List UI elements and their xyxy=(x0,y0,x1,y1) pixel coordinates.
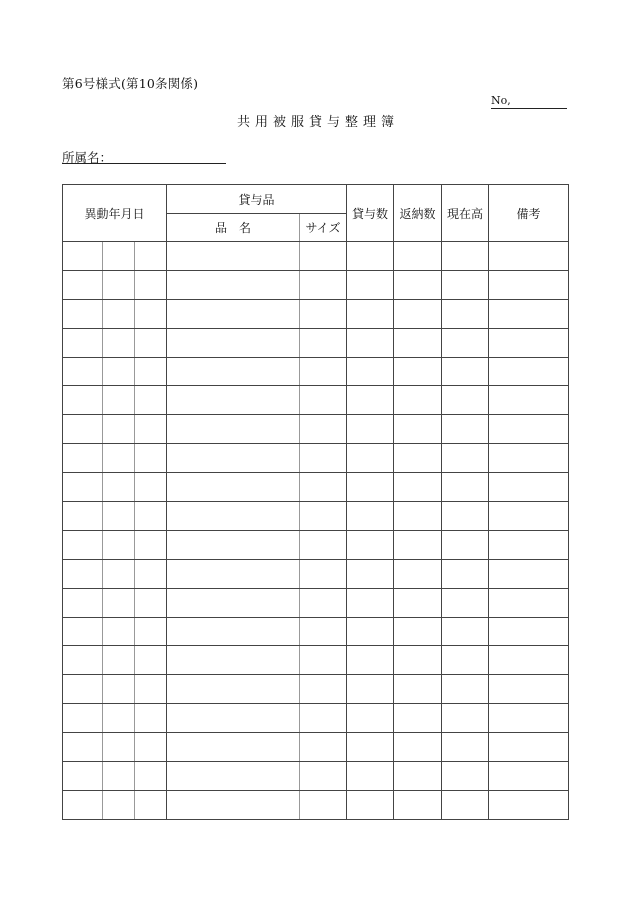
cell-year[interactable] xyxy=(63,270,103,299)
cell-loan-count[interactable] xyxy=(347,675,394,704)
table-row xyxy=(63,646,569,675)
cell-day[interactable] xyxy=(135,646,167,675)
cell-size[interactable] xyxy=(300,588,347,617)
cell-remarks[interactable] xyxy=(489,270,569,299)
cell-loan-count[interactable] xyxy=(347,299,394,328)
header-item-name: 品 名 xyxy=(167,214,300,242)
cell-month[interactable] xyxy=(103,328,135,357)
cell-loan-count[interactable] xyxy=(347,530,394,559)
table-row xyxy=(63,530,569,559)
cell-loan-count[interactable] xyxy=(347,357,394,386)
cell-remarks[interactable] xyxy=(489,704,569,733)
cell-current-balance[interactable] xyxy=(442,559,489,588)
cell-return-count[interactable] xyxy=(394,646,442,675)
cell-loan-count[interactable] xyxy=(347,733,394,762)
cell-loan-count[interactable] xyxy=(347,502,394,531)
cell-remarks[interactable] xyxy=(489,357,569,386)
cell-month[interactable] xyxy=(103,242,135,271)
cell-size[interactable] xyxy=(300,675,347,704)
cell-month[interactable] xyxy=(103,704,135,733)
cell-day[interactable] xyxy=(135,588,167,617)
cell-year[interactable] xyxy=(63,502,103,531)
cell-remarks[interactable] xyxy=(489,415,569,444)
table-row xyxy=(63,415,569,444)
cell-size[interactable] xyxy=(300,473,347,502)
cell-size[interactable] xyxy=(300,733,347,762)
cell-day[interactable] xyxy=(135,299,167,328)
cell-day[interactable] xyxy=(135,733,167,762)
cell-remarks[interactable] xyxy=(489,733,569,762)
cell-year[interactable] xyxy=(63,790,103,819)
cell-day[interactable] xyxy=(135,473,167,502)
cell-loan-count[interactable] xyxy=(347,444,394,473)
cell-month[interactable] xyxy=(103,790,135,819)
cell-size[interactable] xyxy=(300,328,347,357)
cell-item-name[interactable] xyxy=(167,444,300,473)
cell-current-balance[interactable] xyxy=(442,617,489,646)
cell-remarks[interactable] xyxy=(489,386,569,415)
cell-day[interactable] xyxy=(135,559,167,588)
table-row xyxy=(63,473,569,502)
cell-return-count[interactable] xyxy=(394,270,442,299)
header-remarks: 備考 xyxy=(489,185,569,242)
cell-current-balance[interactable] xyxy=(442,357,489,386)
cell-year[interactable] xyxy=(63,357,103,386)
cell-remarks[interactable] xyxy=(489,646,569,675)
header-loan-count: 貸与数 xyxy=(347,185,394,242)
document-number-label: No, xyxy=(491,94,511,107)
cell-size[interactable] xyxy=(300,559,347,588)
form-number: 第6号様式(第10条関係) xyxy=(62,76,199,91)
cell-remarks[interactable] xyxy=(489,328,569,357)
cell-day[interactable] xyxy=(135,444,167,473)
cell-current-balance[interactable] xyxy=(442,762,489,791)
cell-return-count[interactable] xyxy=(394,444,442,473)
cell-item-name[interactable] xyxy=(167,762,300,791)
cell-day[interactable] xyxy=(135,328,167,357)
table-row xyxy=(63,588,569,617)
cell-current-balance[interactable] xyxy=(442,646,489,675)
cell-current-balance[interactable] xyxy=(442,386,489,415)
cell-month[interactable] xyxy=(103,530,135,559)
cell-current-balance[interactable] xyxy=(442,733,489,762)
cell-month[interactable] xyxy=(103,675,135,704)
cell-return-count[interactable] xyxy=(394,502,442,531)
cell-day[interactable] xyxy=(135,415,167,444)
cell-current-balance[interactable] xyxy=(442,790,489,819)
cell-current-balance[interactable] xyxy=(442,530,489,559)
cell-current-balance[interactable] xyxy=(442,675,489,704)
cell-item-name[interactable] xyxy=(167,270,300,299)
cell-year[interactable] xyxy=(63,530,103,559)
cell-remarks[interactable] xyxy=(489,588,569,617)
cell-size[interactable] xyxy=(300,415,347,444)
cell-year[interactable] xyxy=(63,617,103,646)
cell-current-balance[interactable] xyxy=(442,444,489,473)
cell-return-count[interactable] xyxy=(394,386,442,415)
cell-day[interactable] xyxy=(135,704,167,733)
cell-size[interactable] xyxy=(300,502,347,531)
cell-size[interactable] xyxy=(300,762,347,791)
affiliation-field[interactable] xyxy=(62,148,226,164)
cell-item-name[interactable] xyxy=(167,242,300,271)
table-row xyxy=(63,386,569,415)
cell-month[interactable] xyxy=(103,299,135,328)
cell-day[interactable] xyxy=(135,530,167,559)
cell-return-count[interactable] xyxy=(394,242,442,271)
cell-remarks[interactable] xyxy=(489,530,569,559)
cell-loan-count[interactable] xyxy=(347,473,394,502)
cell-loan-count[interactable] xyxy=(347,328,394,357)
cell-month[interactable] xyxy=(103,646,135,675)
cell-size[interactable] xyxy=(300,790,347,819)
cell-current-balance[interactable] xyxy=(442,473,489,502)
cell-year[interactable] xyxy=(63,559,103,588)
cell-size[interactable] xyxy=(300,444,347,473)
cell-year[interactable] xyxy=(63,444,103,473)
cell-item-name[interactable] xyxy=(167,473,300,502)
header-current-balance: 現在高 xyxy=(442,185,489,242)
cell-current-balance[interactable] xyxy=(442,328,489,357)
cell-size[interactable] xyxy=(300,646,347,675)
cell-remarks[interactable] xyxy=(489,473,569,502)
cell-size[interactable] xyxy=(300,357,347,386)
cell-year[interactable] xyxy=(63,299,103,328)
cell-remarks[interactable] xyxy=(489,299,569,328)
cell-day[interactable] xyxy=(135,242,167,271)
cell-month[interactable] xyxy=(103,386,135,415)
cell-year[interactable] xyxy=(63,242,103,271)
cell-day[interactable] xyxy=(135,386,167,415)
cell-current-balance[interactable] xyxy=(442,502,489,531)
cell-item-name[interactable] xyxy=(167,675,300,704)
cell-current-balance[interactable] xyxy=(442,704,489,733)
cell-month[interactable] xyxy=(103,559,135,588)
cell-current-balance[interactable] xyxy=(442,299,489,328)
table-row xyxy=(63,559,569,588)
cell-day[interactable] xyxy=(135,270,167,299)
cell-remarks[interactable] xyxy=(489,617,569,646)
cell-return-count[interactable] xyxy=(394,415,442,444)
cell-current-balance[interactable] xyxy=(442,415,489,444)
cell-return-count[interactable] xyxy=(394,473,442,502)
cell-day[interactable] xyxy=(135,357,167,386)
cell-year[interactable] xyxy=(63,762,103,791)
cell-month[interactable] xyxy=(103,357,135,386)
cell-item-name[interactable] xyxy=(167,328,300,357)
cell-return-count[interactable] xyxy=(394,675,442,704)
cell-loan-count[interactable] xyxy=(347,270,394,299)
cell-remarks[interactable] xyxy=(489,242,569,271)
cell-item-name[interactable] xyxy=(167,646,300,675)
cell-month[interactable] xyxy=(103,588,135,617)
cell-year[interactable] xyxy=(63,646,103,675)
cell-return-count[interactable] xyxy=(394,328,442,357)
cell-loan-count[interactable] xyxy=(347,386,394,415)
cell-item-name[interactable] xyxy=(167,357,300,386)
cell-remarks[interactable] xyxy=(489,790,569,819)
cell-loan-count[interactable] xyxy=(347,588,394,617)
cell-loan-count[interactable] xyxy=(347,415,394,444)
table-row xyxy=(63,242,569,271)
cell-year[interactable] xyxy=(63,415,103,444)
cell-remarks[interactable] xyxy=(489,559,569,588)
cell-current-balance[interactable] xyxy=(442,588,489,617)
cell-year[interactable] xyxy=(63,704,103,733)
table-row xyxy=(63,675,569,704)
cell-current-balance[interactable] xyxy=(442,270,489,299)
cell-return-count[interactable] xyxy=(394,704,442,733)
document-title: 共用被服貸与整理簿 xyxy=(236,115,399,130)
cell-remarks[interactable] xyxy=(489,444,569,473)
table-row xyxy=(63,299,569,328)
cell-month[interactable] xyxy=(103,733,135,762)
cell-return-count[interactable] xyxy=(394,617,442,646)
cell-loan-count[interactable] xyxy=(347,617,394,646)
cell-year[interactable] xyxy=(63,386,103,415)
cell-loan-count[interactable] xyxy=(347,559,394,588)
table-row xyxy=(63,502,569,531)
table-body xyxy=(63,242,569,820)
cell-month[interactable] xyxy=(103,415,135,444)
cell-return-count[interactable] xyxy=(394,733,442,762)
header-return-count: 返納数 xyxy=(394,185,442,242)
cell-item-name[interactable] xyxy=(167,299,300,328)
cell-year[interactable] xyxy=(63,588,103,617)
cell-return-count[interactable] xyxy=(394,588,442,617)
table-row xyxy=(63,790,569,819)
cell-return-count[interactable] xyxy=(394,299,442,328)
cell-remarks[interactable] xyxy=(489,502,569,531)
cell-item-name[interactable] xyxy=(167,790,300,819)
cell-year[interactable] xyxy=(63,328,103,357)
cell-size[interactable] xyxy=(300,530,347,559)
cell-day[interactable] xyxy=(135,502,167,531)
cell-return-count[interactable] xyxy=(394,790,442,819)
header-size: サイズ xyxy=(300,214,347,242)
cell-item-name[interactable] xyxy=(167,704,300,733)
cell-year[interactable] xyxy=(63,675,103,704)
cell-month[interactable] xyxy=(103,473,135,502)
cell-item-name[interactable] xyxy=(167,617,300,646)
table-row xyxy=(63,270,569,299)
cell-loan-count[interactable] xyxy=(347,242,394,271)
table-row xyxy=(63,357,569,386)
cell-day[interactable] xyxy=(135,762,167,791)
table-row xyxy=(63,444,569,473)
cell-size[interactable] xyxy=(300,299,347,328)
cell-month[interactable] xyxy=(103,444,135,473)
cell-return-count[interactable] xyxy=(394,762,442,791)
cell-month[interactable] xyxy=(103,762,135,791)
cell-day[interactable] xyxy=(135,675,167,704)
cell-month[interactable] xyxy=(103,617,135,646)
header-transfer-date: 異動年月日 xyxy=(63,185,167,242)
table-header xyxy=(63,185,569,242)
cell-item-name[interactable] xyxy=(167,415,300,444)
cell-item-name[interactable] xyxy=(167,733,300,762)
cell-loan-count[interactable] xyxy=(347,646,394,675)
cell-item-name[interactable] xyxy=(167,559,300,588)
cell-size[interactable] xyxy=(300,242,347,271)
uniform-loan-ledger-table xyxy=(62,184,569,820)
cell-current-balance[interactable] xyxy=(442,242,489,271)
cell-remarks[interactable] xyxy=(489,675,569,704)
cell-size[interactable] xyxy=(300,704,347,733)
cell-loan-count[interactable] xyxy=(347,762,394,791)
cell-size[interactable] xyxy=(300,386,347,415)
cell-loan-count[interactable] xyxy=(347,704,394,733)
cell-item-name[interactable] xyxy=(167,588,300,617)
cell-return-count[interactable] xyxy=(394,530,442,559)
affiliation-label: 所属名： xyxy=(62,150,113,165)
cell-loan-count[interactable] xyxy=(347,790,394,819)
table-row xyxy=(63,733,569,762)
cell-size[interactable] xyxy=(300,270,347,299)
header-loan-item-group: 貸与品 xyxy=(167,185,347,214)
cell-month[interactable] xyxy=(103,502,135,531)
cell-return-count[interactable] xyxy=(394,357,442,386)
cell-item-name[interactable] xyxy=(167,530,300,559)
cell-day[interactable] xyxy=(135,617,167,646)
table-row xyxy=(63,617,569,646)
cell-year[interactable] xyxy=(63,733,103,762)
cell-item-name[interactable] xyxy=(167,502,300,531)
cell-remarks[interactable] xyxy=(489,762,569,791)
cell-month[interactable] xyxy=(103,270,135,299)
table-row xyxy=(63,328,569,357)
table-row xyxy=(63,762,569,791)
table-row xyxy=(63,704,569,733)
cell-item-name[interactable] xyxy=(167,386,300,415)
cell-day[interactable] xyxy=(135,790,167,819)
document-number-field[interactable] xyxy=(491,94,567,109)
cell-return-count[interactable] xyxy=(394,559,442,588)
cell-year[interactable] xyxy=(63,473,103,502)
cell-size[interactable] xyxy=(300,617,347,646)
